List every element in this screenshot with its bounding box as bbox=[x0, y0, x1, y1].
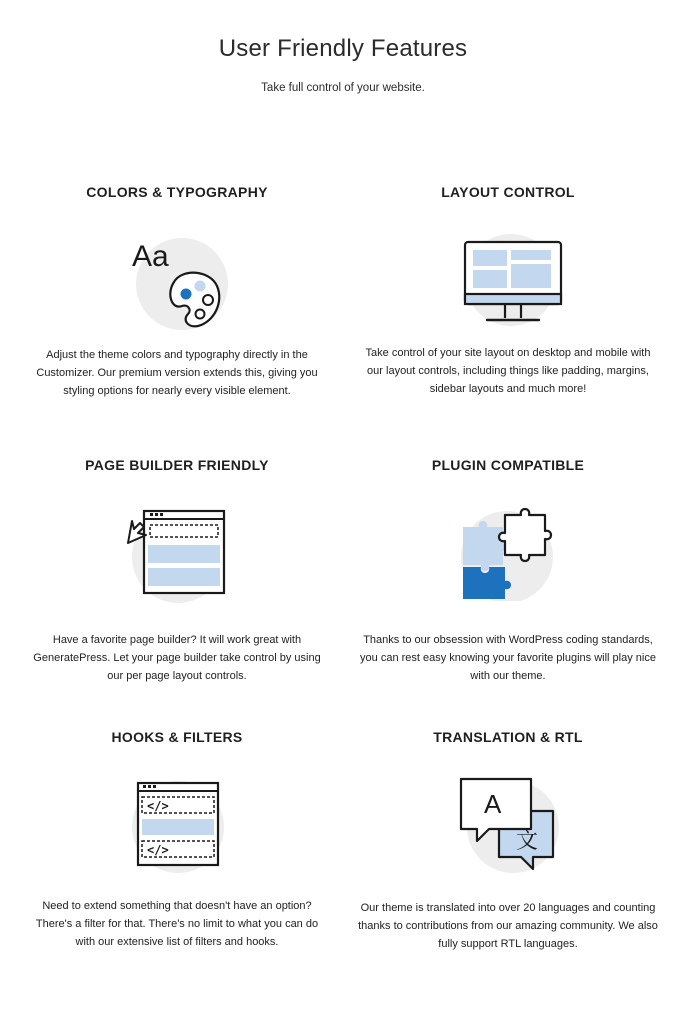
feature-title: COLORS & TYPOGRAPHY bbox=[86, 184, 268, 200]
feature-description: Need to extend something that doesn't have an option? There's a filter for that. There's no limit to what you can do with our extensive list of filters and hooks. bbox=[35, 900, 319, 948]
feature-description: Have a favorite page builder? It will work great with GeneratePress. Let your page builder take control by using our per page layout controls. bbox=[33, 634, 321, 682]
page-title: User Friendly Features bbox=[218, 35, 468, 62]
feature-hooks-filters bbox=[17, 727, 337, 951]
feature-description: Adjust the theme colors and typography directly in the Customizer. Our premium version extends this, giving you styling options for nearly every visible element. bbox=[36, 349, 318, 397]
feature-description: Thanks to our obsession with WordPress coding standards, you can rest easy knowing your favorite plugins will play nice with our theme. bbox=[360, 634, 656, 682]
feature-title: PAGE BUILDER FRIENDLY bbox=[85, 457, 269, 473]
feature-layout-control bbox=[348, 182, 668, 398]
svg-text:A: A bbox=[484, 789, 502, 819]
feature-title: HOOKS & FILTERS bbox=[111, 729, 243, 745]
feature-description: Take control of your site layout on desktop and mobile with our layout controls, including things like padding, margins, sidebar layouts and much more! bbox=[365, 347, 651, 395]
svg-text:</>: </> bbox=[147, 843, 169, 857]
code-window-icon bbox=[122, 773, 232, 873]
feature-title: LAYOUT CONTROL bbox=[441, 184, 575, 200]
feature-title: TRANSLATION & RTL bbox=[433, 729, 583, 745]
monitor-icon bbox=[453, 228, 563, 328]
puzzle-icon bbox=[453, 501, 563, 601]
page-subtitle: Take full control of your website. bbox=[261, 82, 425, 94]
feature-title: PLUGIN COMPATIBLE bbox=[431, 457, 585, 473]
translation-icon bbox=[453, 773, 563, 873]
feature-colors-typography bbox=[17, 182, 337, 400]
svg-text:文: 文 bbox=[516, 829, 539, 854]
feature-page-builder bbox=[17, 455, 337, 685]
feature-translation-rtl bbox=[348, 727, 668, 953]
feature-description: Our theme is translated into over 20 languages and counting thanks to contributions from our amazing community. We also fully support RTL languages. bbox=[358, 902, 658, 950]
feature-plugin-compatible bbox=[348, 455, 668, 685]
page-builder-icon bbox=[122, 505, 232, 605]
svg-text:</>: </> bbox=[147, 799, 169, 813]
svg-text:Aa: Aa bbox=[132, 240, 169, 273]
palette-icon bbox=[122, 230, 232, 342]
